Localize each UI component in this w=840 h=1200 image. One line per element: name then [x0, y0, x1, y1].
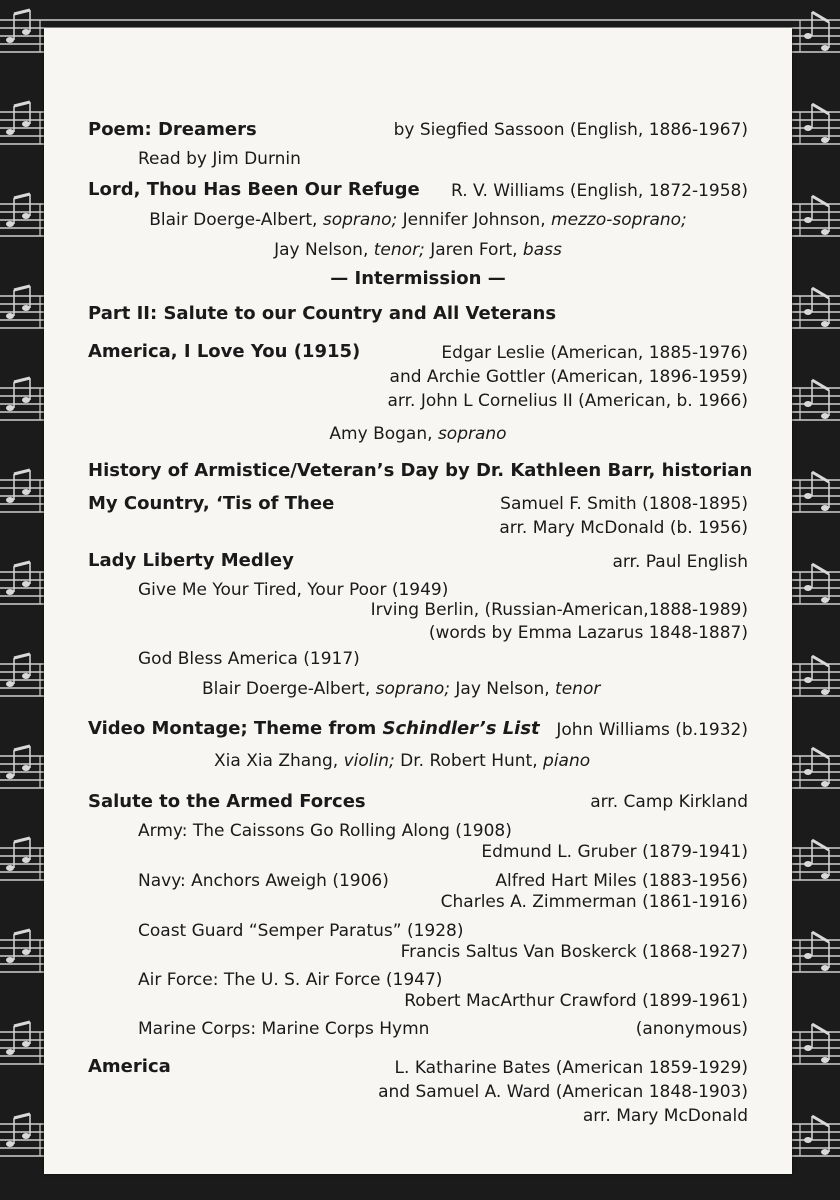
arranger-line: arr. Paul English: [612, 552, 748, 572]
arranger-line: arr. Mary McDonald (b. 1956): [499, 518, 748, 538]
composer-line: (anonymous): [635, 1019, 748, 1039]
medley-song: Air Force: The U. S. Air Force (1947): [138, 970, 443, 990]
composer-line: Irving Berlin, (Russian-American,1888-1989): [370, 600, 748, 620]
medley-song: Navy: Anchors Aweigh (1906): [138, 871, 389, 891]
composer-line: L. Katharine Bates (American 1859-1929): [394, 1058, 748, 1078]
composer-line: and Archie Gottler (American, 1896-1959): [389, 367, 748, 387]
arranger-line: arr. John L Cornelius II (American, b. 1966): [387, 391, 748, 411]
composer-line: Alfred Hart Miles (1883-1956): [495, 871, 748, 891]
poem-credit: by Siegfied Sassoon (English, 1886-1967): [393, 120, 748, 140]
poem-reader: Read by Jim Durnin: [138, 149, 301, 169]
arranger-line: arr. Camp Kirkland: [590, 792, 748, 812]
composer-line: Edmund L. Gruber (1879-1941): [481, 842, 748, 862]
composer-line: Charles A. Zimmerman (1861-1916): [440, 892, 748, 912]
composer-line: Francis Saltus Van Boskerck (1868-1927): [400, 942, 748, 962]
medley-song: Marine Corps: Marine Corps Hymn: [138, 1019, 430, 1039]
refuge-performers-line-1: Blair Doerge-Albert, soprano; Jennifer Johnson, mezzo-soprano;: [149, 210, 687, 230]
medley-song: God Bless America (1917): [138, 649, 360, 669]
part-ii-heading: Part II: Salute to our Country and All Veterans: [88, 303, 557, 324]
video-montage-performers: Xia Xia Zhang, violin; Dr. Robert Hunt, piano: [214, 751, 591, 771]
refuge-performers-line-2: Jay Nelson, tenor; Jaren Fort, bass: [274, 240, 562, 260]
intermission-heading: — Intermission —: [330, 268, 506, 289]
poem-title: Poem: Dreamers: [88, 119, 257, 140]
medley-song: Coast Guard “Semper Paratus” (1928): [138, 921, 464, 941]
lady-liberty-performers: Blair Doerge-Albert, soprano; Jay Nelson, tenor: [202, 679, 601, 699]
composer-line: Edgar Leslie (American, 1885-1976): [441, 343, 748, 363]
composer-line: John Williams (b.1932): [556, 720, 748, 740]
america-i-love-you-performer: Amy Bogan, soprano: [329, 424, 507, 444]
composer-line: Robert MacArthur Crawford (1899-1961): [404, 991, 748, 1011]
medley-song: Army: The Caissons Go Rolling Along (1908): [138, 821, 512, 841]
my-country-title: My Country, ‘Tis of Thee: [88, 493, 335, 514]
medley-song: Give Me Your Tired, Your Poor (1949): [138, 580, 449, 600]
composer-line: Samuel F. Smith (1808-1895): [500, 494, 748, 514]
refuge-title: Lord, Thou Has Been Our Refuge: [88, 179, 420, 200]
video-montage-title: Video Montage; Theme from Schindler’s List: [88, 718, 540, 739]
lady-liberty-title: Lady Liberty Medley: [88, 550, 294, 571]
armed-forces-title: Salute to the Armed Forces: [88, 791, 366, 812]
arranger-line: arr. Mary McDonald: [582, 1106, 748, 1126]
composer-line: and Samuel A. Ward (American 1848-1903): [378, 1082, 748, 1102]
composer-line: (words by Emma Lazarus 1848-1887): [428, 623, 748, 643]
refuge-credit: R. V. Williams (English, 1872-1958): [451, 181, 748, 201]
america-i-love-you-title: America, I Love You (1915): [88, 341, 361, 362]
america-title: America: [88, 1056, 171, 1077]
history-talk: History of Armistice/Veteran’s Day by Dr. Kathleen Barr, historian: [88, 460, 753, 481]
